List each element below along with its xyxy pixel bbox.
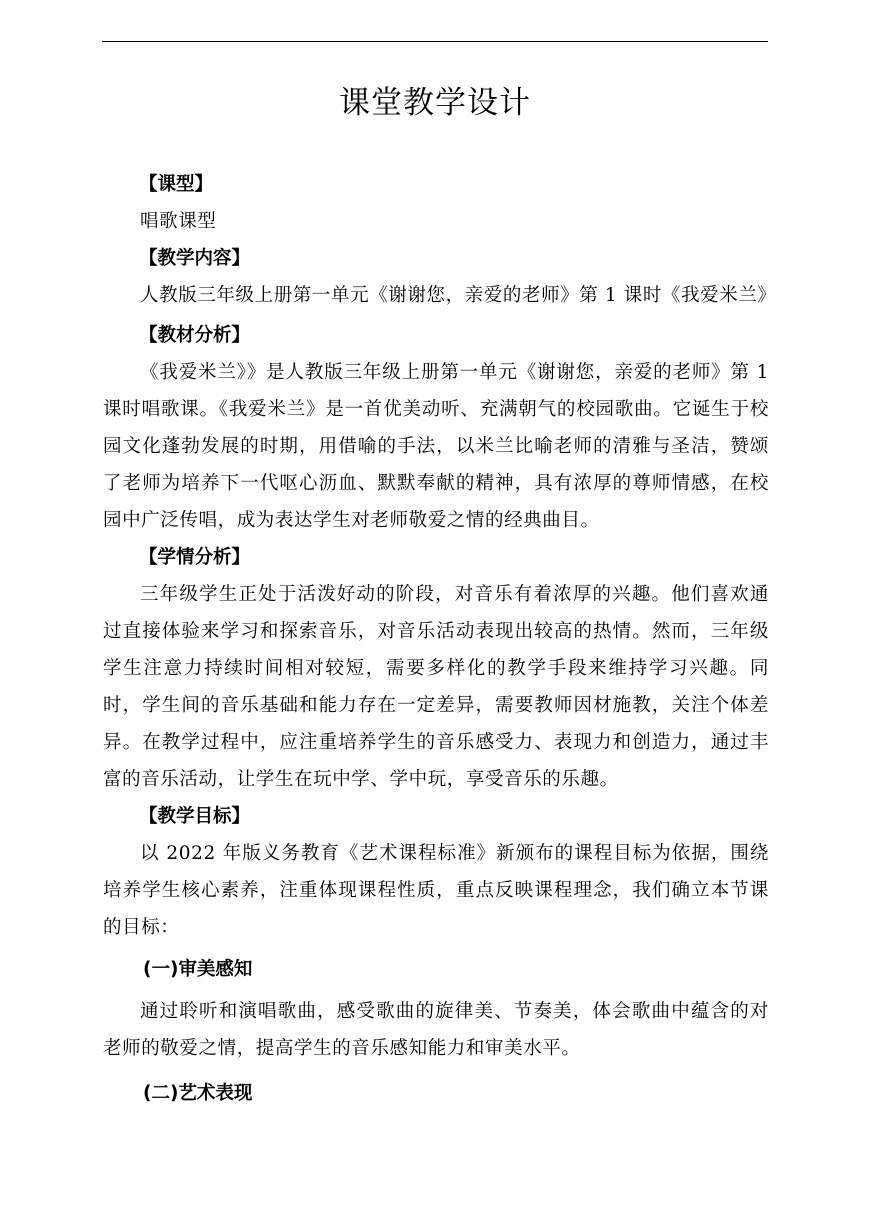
document-title: 课堂教学设计 (339, 85, 531, 121)
section-heading-learner-analysis: 【学情分析】 (139, 547, 251, 568)
subsection-heading-artistic-expression: (二)艺术表现 (143, 1083, 253, 1104)
section-text-content: 人教版三年级上册第一单元《谢谢您，亲爱的老师》第 1 课时《我爱米兰》 (140, 285, 777, 306)
section-heading-content: 【教学内容】 (139, 248, 251, 269)
section-text-learner-analysis: 三年级学生正处于活泼好动的阶段，对音乐有着浓厚的兴趣。他们喜欢通过直接体验来学习和探索音乐，对音乐活动表现出较高的热情。然而，三年级学生注意力持续时间相对较短，需要多样化的教学手段来维持学习兴趣。同时，学生间的音乐基础和能力存在一定差异，需要教师因材施教，关注个体差异。在教学过程中，应注重培养学生的音乐感受力、表现力和创造力，通过丰富的音乐活动，让学生在玩中学、学中玩，享受音乐的乐趣。 (103, 584, 769, 790)
section-text-objectives: 以 2022 年版义务教育《艺术课程标准》新颁布的课程目标为依据，围绕培养学生核心素养，注重体现课程性质，重点反映课程理念，我们确立本节课的目标： (103, 843, 769, 938)
subsection-text-aesthetic-perception: 通过聆听和演唱歌曲，感受歌曲的旋律美、节奏美，体会歌曲中蕴含的对老师的敬爱之情，提高学生的音乐感知能力和审美水平。 (103, 1001, 769, 1059)
section-text-material-analysis: 《我爱米兰》》是人教版三年级上册第一单元《谢谢您，亲爱的老师》第 1 课时唱歌课。《我爱米兰》是一首优美动听、充满朝气的校园歌曲。它诞生于校园文化蓬勃发展的时期，用借喻的手法，以米兰比喻老师的清雅与圣洁，赞颂了老师为培养下一代呕心沥血、默默奉献的精神，具有浓厚的尊师情感，在校园中广泛传唱，成为表达学生对老师敬爱之情的经典曲目。 (103, 362, 769, 531)
section-heading-lesson-type: 【课型】 (139, 174, 214, 195)
header-rule (102, 41, 768, 42)
subsection-heading-aesthetic-perception: (一)审美感知 (143, 959, 253, 980)
section-text-lesson-type: 唱歌课型 (140, 211, 217, 232)
document-body (103, 166, 777, 1112)
section-heading-material-analysis: 【教材分析】 (139, 325, 251, 346)
section-heading-objectives: 【教学目标】 (139, 806, 251, 827)
